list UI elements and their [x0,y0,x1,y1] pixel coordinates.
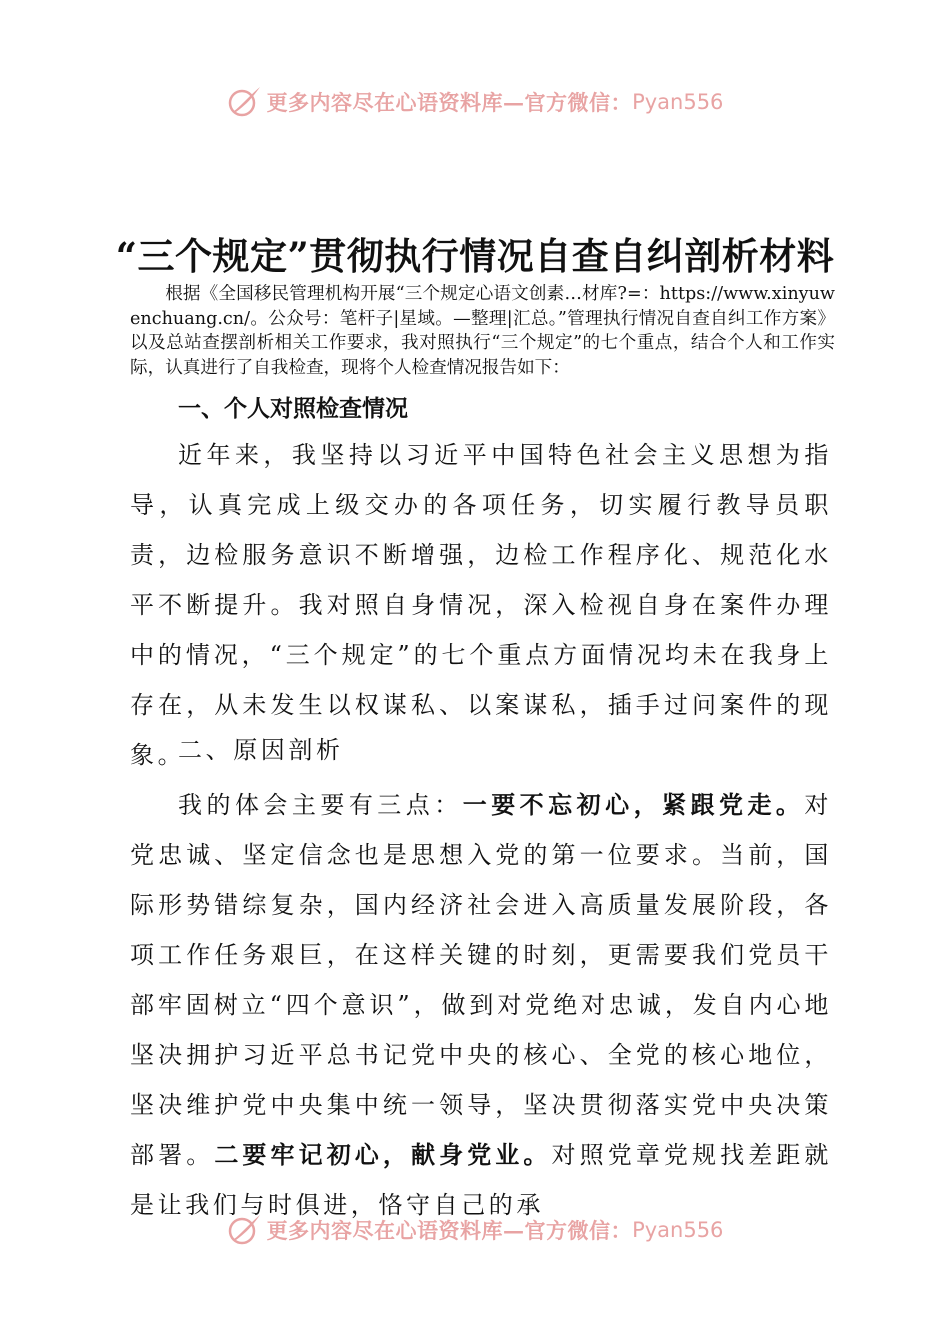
section1-heading: 一、个人对照检查情况 [178,396,408,422]
point1-bold: 一要不忘初心，紧跟党走。 [462,790,805,819]
point1-text: 对党忠诚、坚定信念也是思想入党的第一位要求。当前，国际形势错综复杂，国内经济社会进入高质量发展阶段，各项工作任务艰巨，在这样关键的时刻，更需要我们党员干部牢固树立“四个意识”，做到对党绝对忠诚，发自内心地坚决拥护习近平总书记党中央的核心、全党的核心地位，坚决维护党中央集中统一领导，坚决贯彻落实党中央决策部署。 [130,791,833,1169]
quill-logo-icon [227,1212,263,1248]
section2-body [130,780,832,1230]
section1-paragraph: 近年来，我坚持以习近平中国特色社会主义思想为指导，认真完成上级交办的各项任务，切实履行教导员职责，边检服务意识不断增强，边检工作程序化、规范化水平不断提升。我对照自身情况，深入检视自身在案件办理中的情况，“三个规定”的七个重点方面情况均未在我身上存在，从未发生以权谋私、以案谋私，插手过问案件的现象。 [130,441,832,769]
banner-text: 更多内容尽在心语资料库—官方微信： [266,1218,633,1243]
banner-wechat-id: Pyan556 [632,1218,724,1242]
banner-text: 更多内容尽在心语资料库—官方微信： [266,90,633,115]
header-watermark-banner [0,82,950,122]
section2-heading: 二、原因剖析 [178,736,344,764]
quill-logo-icon [227,84,263,120]
point2-bold: 二要牢记初心，献身党业。 [214,1140,552,1169]
point2-text: 对照党章党规找差距就是让我们与时俱进，恪守自己的承 [130,1141,833,1219]
intro-paragraph: 根据《全国移民管理机构开展“三个规定心语文创素…材库?=：https://www.xinyuwenchuang.cn/。公众号：笔杆子|星域。—整理|汇总。”管理执行情况自查自纠工作方案》以及总站查摆剖析相关工作要求，我对照执行“三个规定”的七个重点，结合个人和工作实际，认真进行了自我检查，现将个人检查情况报告如下： [130,284,835,378]
section2-paragraph [130,780,832,1230]
banner-wechat-id: Pyan556 [632,90,724,114]
footer-watermark-banner [0,1210,950,1250]
section1-body [130,430,832,780]
document-title: “三个规定”贯彻执行情况自查自纠剖析材料 [115,234,835,278]
section2-lead: 我的体会主要有三点： [178,791,463,819]
